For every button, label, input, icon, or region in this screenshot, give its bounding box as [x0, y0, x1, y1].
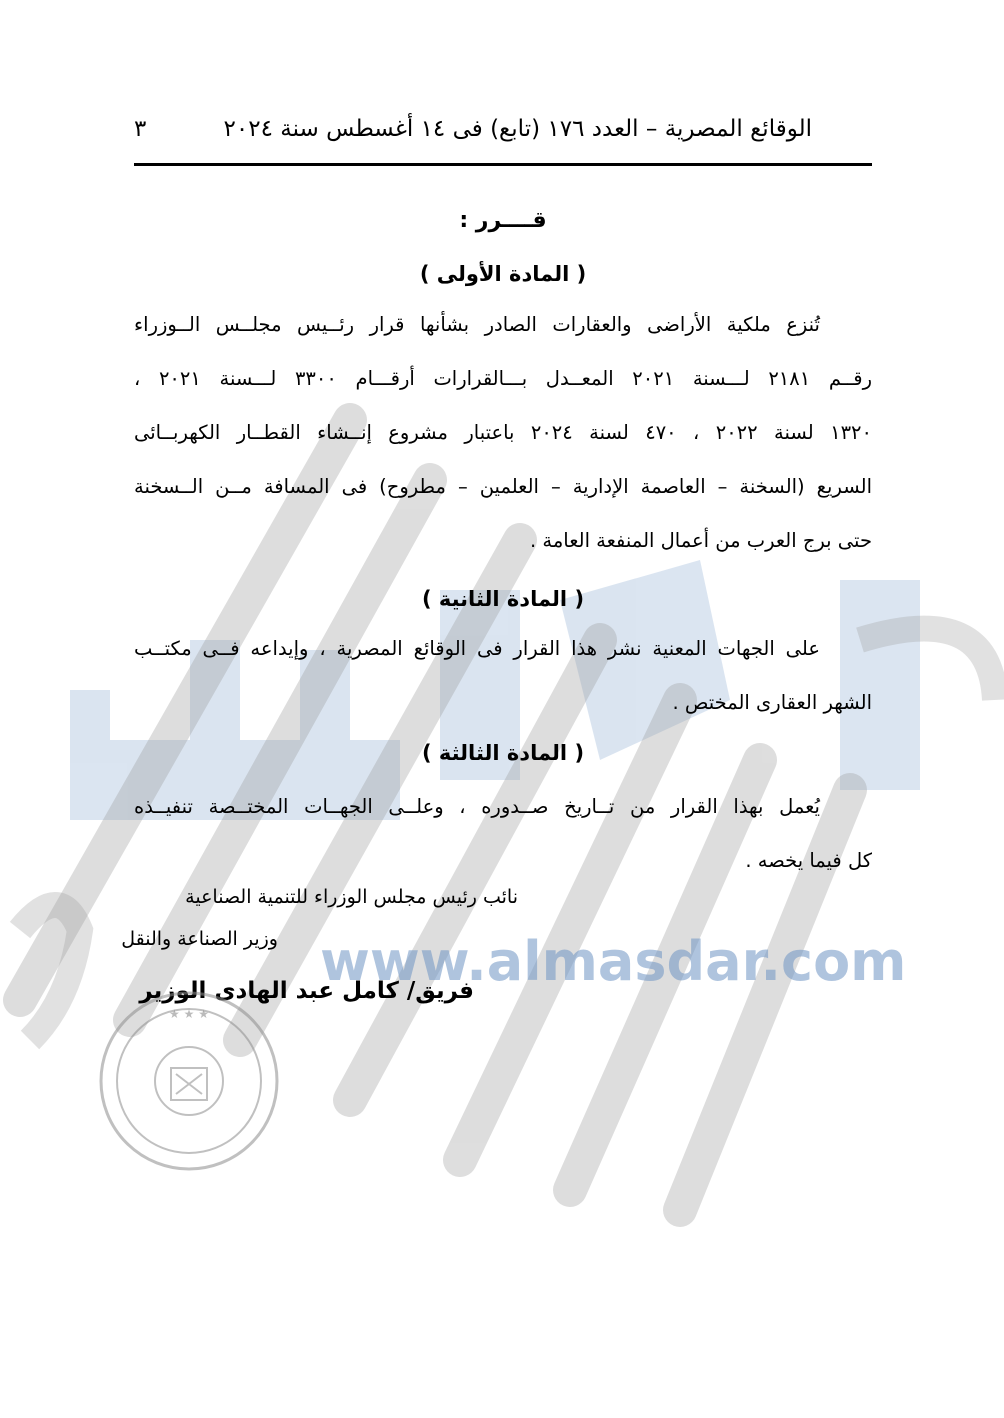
text-line: تُنزع ملكية الأراضى والعقارات الصادر بشأنها قرار رئــيس مجلــس الــوزراء — [134, 313, 820, 336]
signatory-name: فريق/ كامل عبد الهادى الوزير — [139, 978, 474, 1004]
header-divider — [134, 163, 872, 166]
article-2-heading: ( المادة الثانية ) — [421, 587, 585, 611]
article-3-heading: ( المادة الثالثة ) — [421, 741, 585, 765]
text-line: يُعمل بهذا القرار من تــاريخ صــدوره ، وعلــى الجهــات المختــصة تنفيــذه — [134, 795, 820, 818]
text-line: رقــم ٢١٨١ لـــسنة ٢٠٢١ المعــدل بـــالقرارات أرقـــام ٣٣٠٠ لـــسنة ٢٠٢١ ، — [134, 367, 872, 390]
text-line: حتى برج العرب من أعمال المنفعة العامة . — [529, 529, 872, 552]
watermark-url: www.almasdar.com — [320, 930, 907, 993]
page-header — [134, 116, 872, 156]
article-2-text — [134, 622, 872, 730]
article-1-text — [134, 298, 872, 568]
gazette-title: الوقائع المصرية – العدد ١٧٦ (تابع) فى ١٤ أغسطس سنة ٢٠٢٤ — [223, 116, 812, 142]
text-line: ١٣٢٠ لسنة ٢٠٢٢ ، ٤٧٠ لسنة ٢٠٢٤ باعتبار مشروع إنــشاء القطــار الكهربــائى — [134, 421, 872, 444]
article-3-text — [134, 780, 872, 888]
ministry-stamp — [96, 988, 282, 1174]
svg-text:★ ★ ★: ★ ★ ★ — [169, 1007, 209, 1021]
decision-label: قــــرر : — [459, 208, 547, 233]
article-1-heading: ( المادة الأولى ) — [419, 262, 587, 286]
signatory-title: نائب رئيس مجلس الوزراء للتنمية الصناعية — [185, 886, 518, 908]
page-number: ٣ — [134, 116, 147, 142]
signatory-ministry: وزير الصناعة والنقل — [121, 928, 278, 950]
text-line: السريع (السخنة – العاصمة الإدارية – العلمين – مطروح) فى المسافة مــن الــسخنة — [134, 475, 872, 498]
text-line: على الجهات المعنية نشر هذا القرار فى الوقائع المصرية ، وإيداعه فــى مكتــب — [134, 637, 820, 660]
text-line: كل فيما يخصه . — [745, 849, 872, 872]
text-line: الشهر العقارى المختص . — [672, 691, 872, 714]
